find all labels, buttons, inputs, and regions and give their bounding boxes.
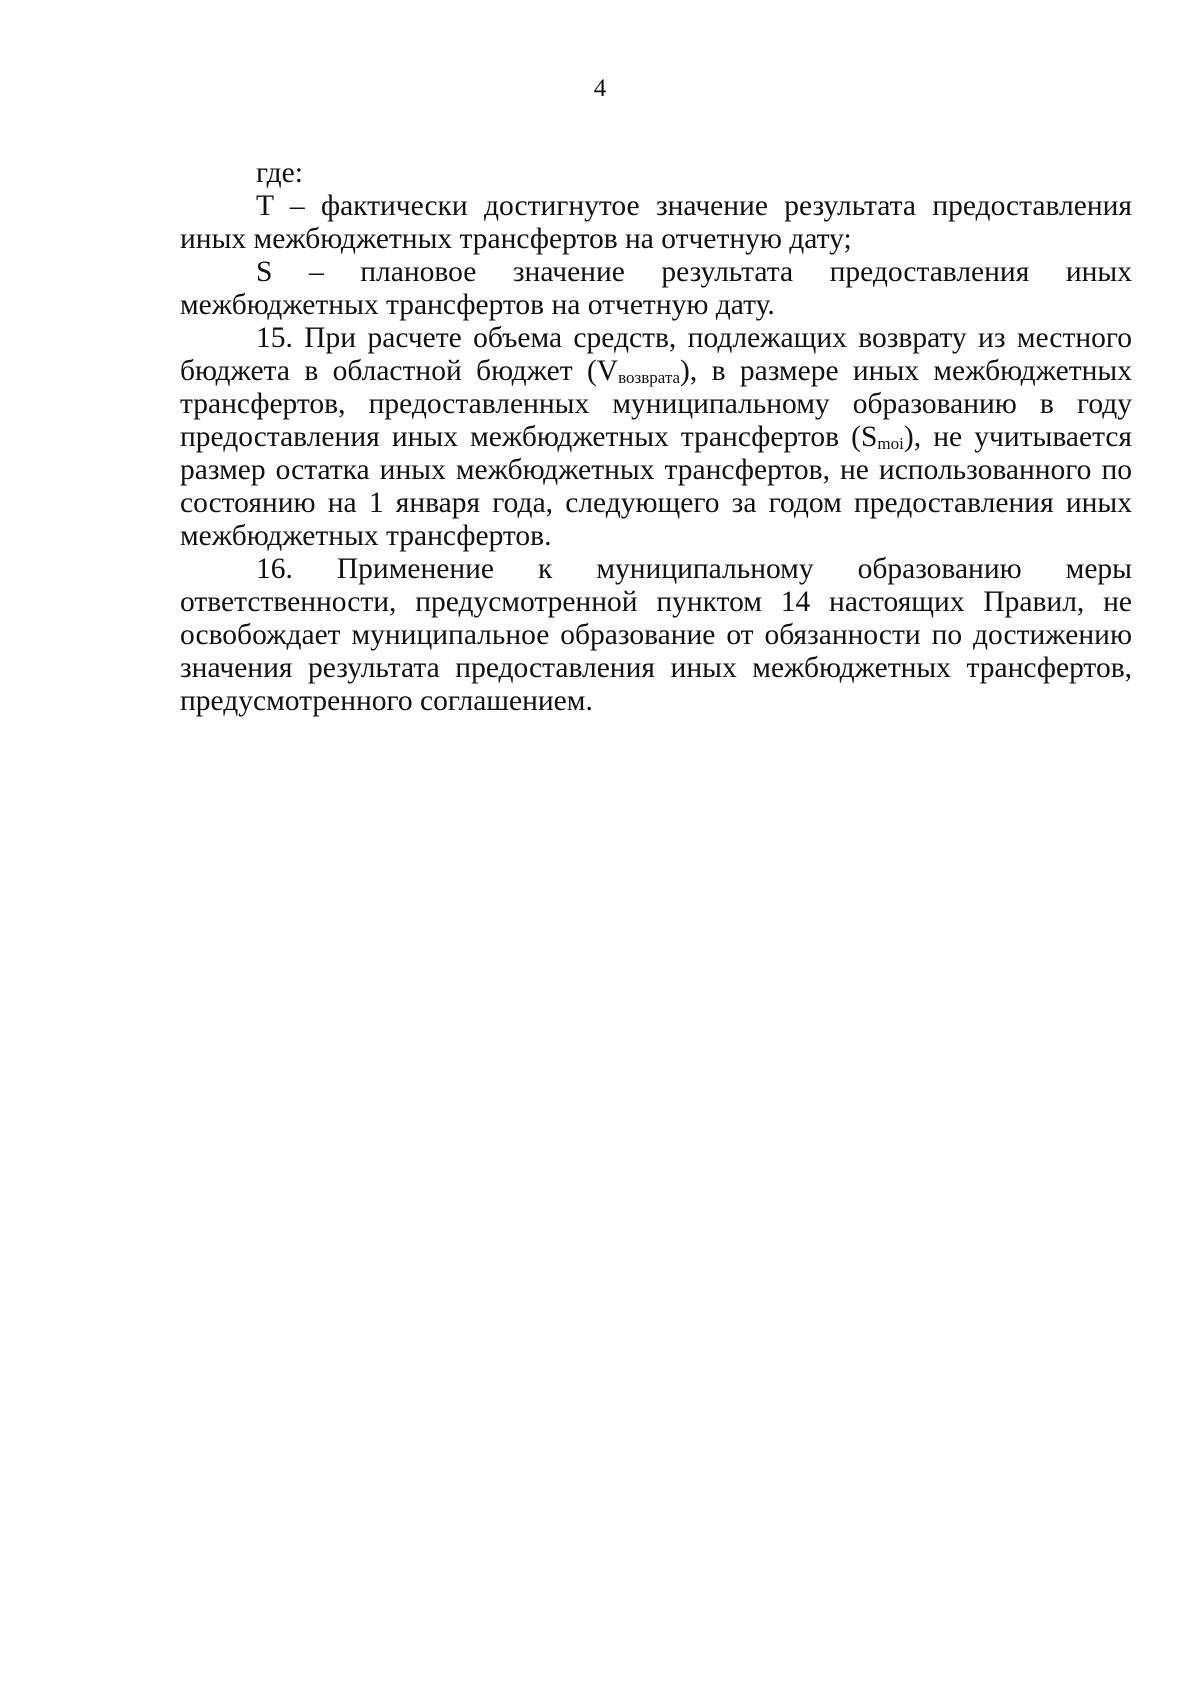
s-moi-subscript: moi [877,434,904,453]
paragraph-15-part2: ), в размере иных межбюджетных трансфертов, предоставленных муниципальному образованию в году предоставления иных межбюджетных трансфертов (S [180,355,1133,453]
definition-t: T – фактически достигнутое значение результата предоставления иных межбюджетных трансфертов на отчетную дату; [180,190,1132,255]
paragraph-15-part1: 15. При расчете объема средств, подлежащих возврату из местного бюджета в областной бюджет (V [180,322,1132,387]
paragraph-15 [180,322,1132,553]
page-number: 4 [593,75,607,102]
where-label: где: [256,157,303,189]
v-return-subscript: возврата [618,368,681,387]
paragraph-15-part3: ), не учитывается размер остатка иных межбюджетных трансфертов, не использованного по состоянию на 1 января года, следующего за годом предоставления иных межбюджетных трансфертов. [180,421,1132,552]
document-body [180,157,1132,718]
definition-s: S – плановое значение результата предоставления иных межбюджетных трансфертов на отчетную дату. [180,256,1132,321]
paragraph-16: 16. Применение к муниципальному образованию меры ответственности, предусмотренной пунктом 14 настоящих Правил, не освобождает муниципальное образование от обязанности по достижению значения результата предоставления иных межбюджетных трансфертов, предусмотренного соглашением. [180,553,1132,717]
